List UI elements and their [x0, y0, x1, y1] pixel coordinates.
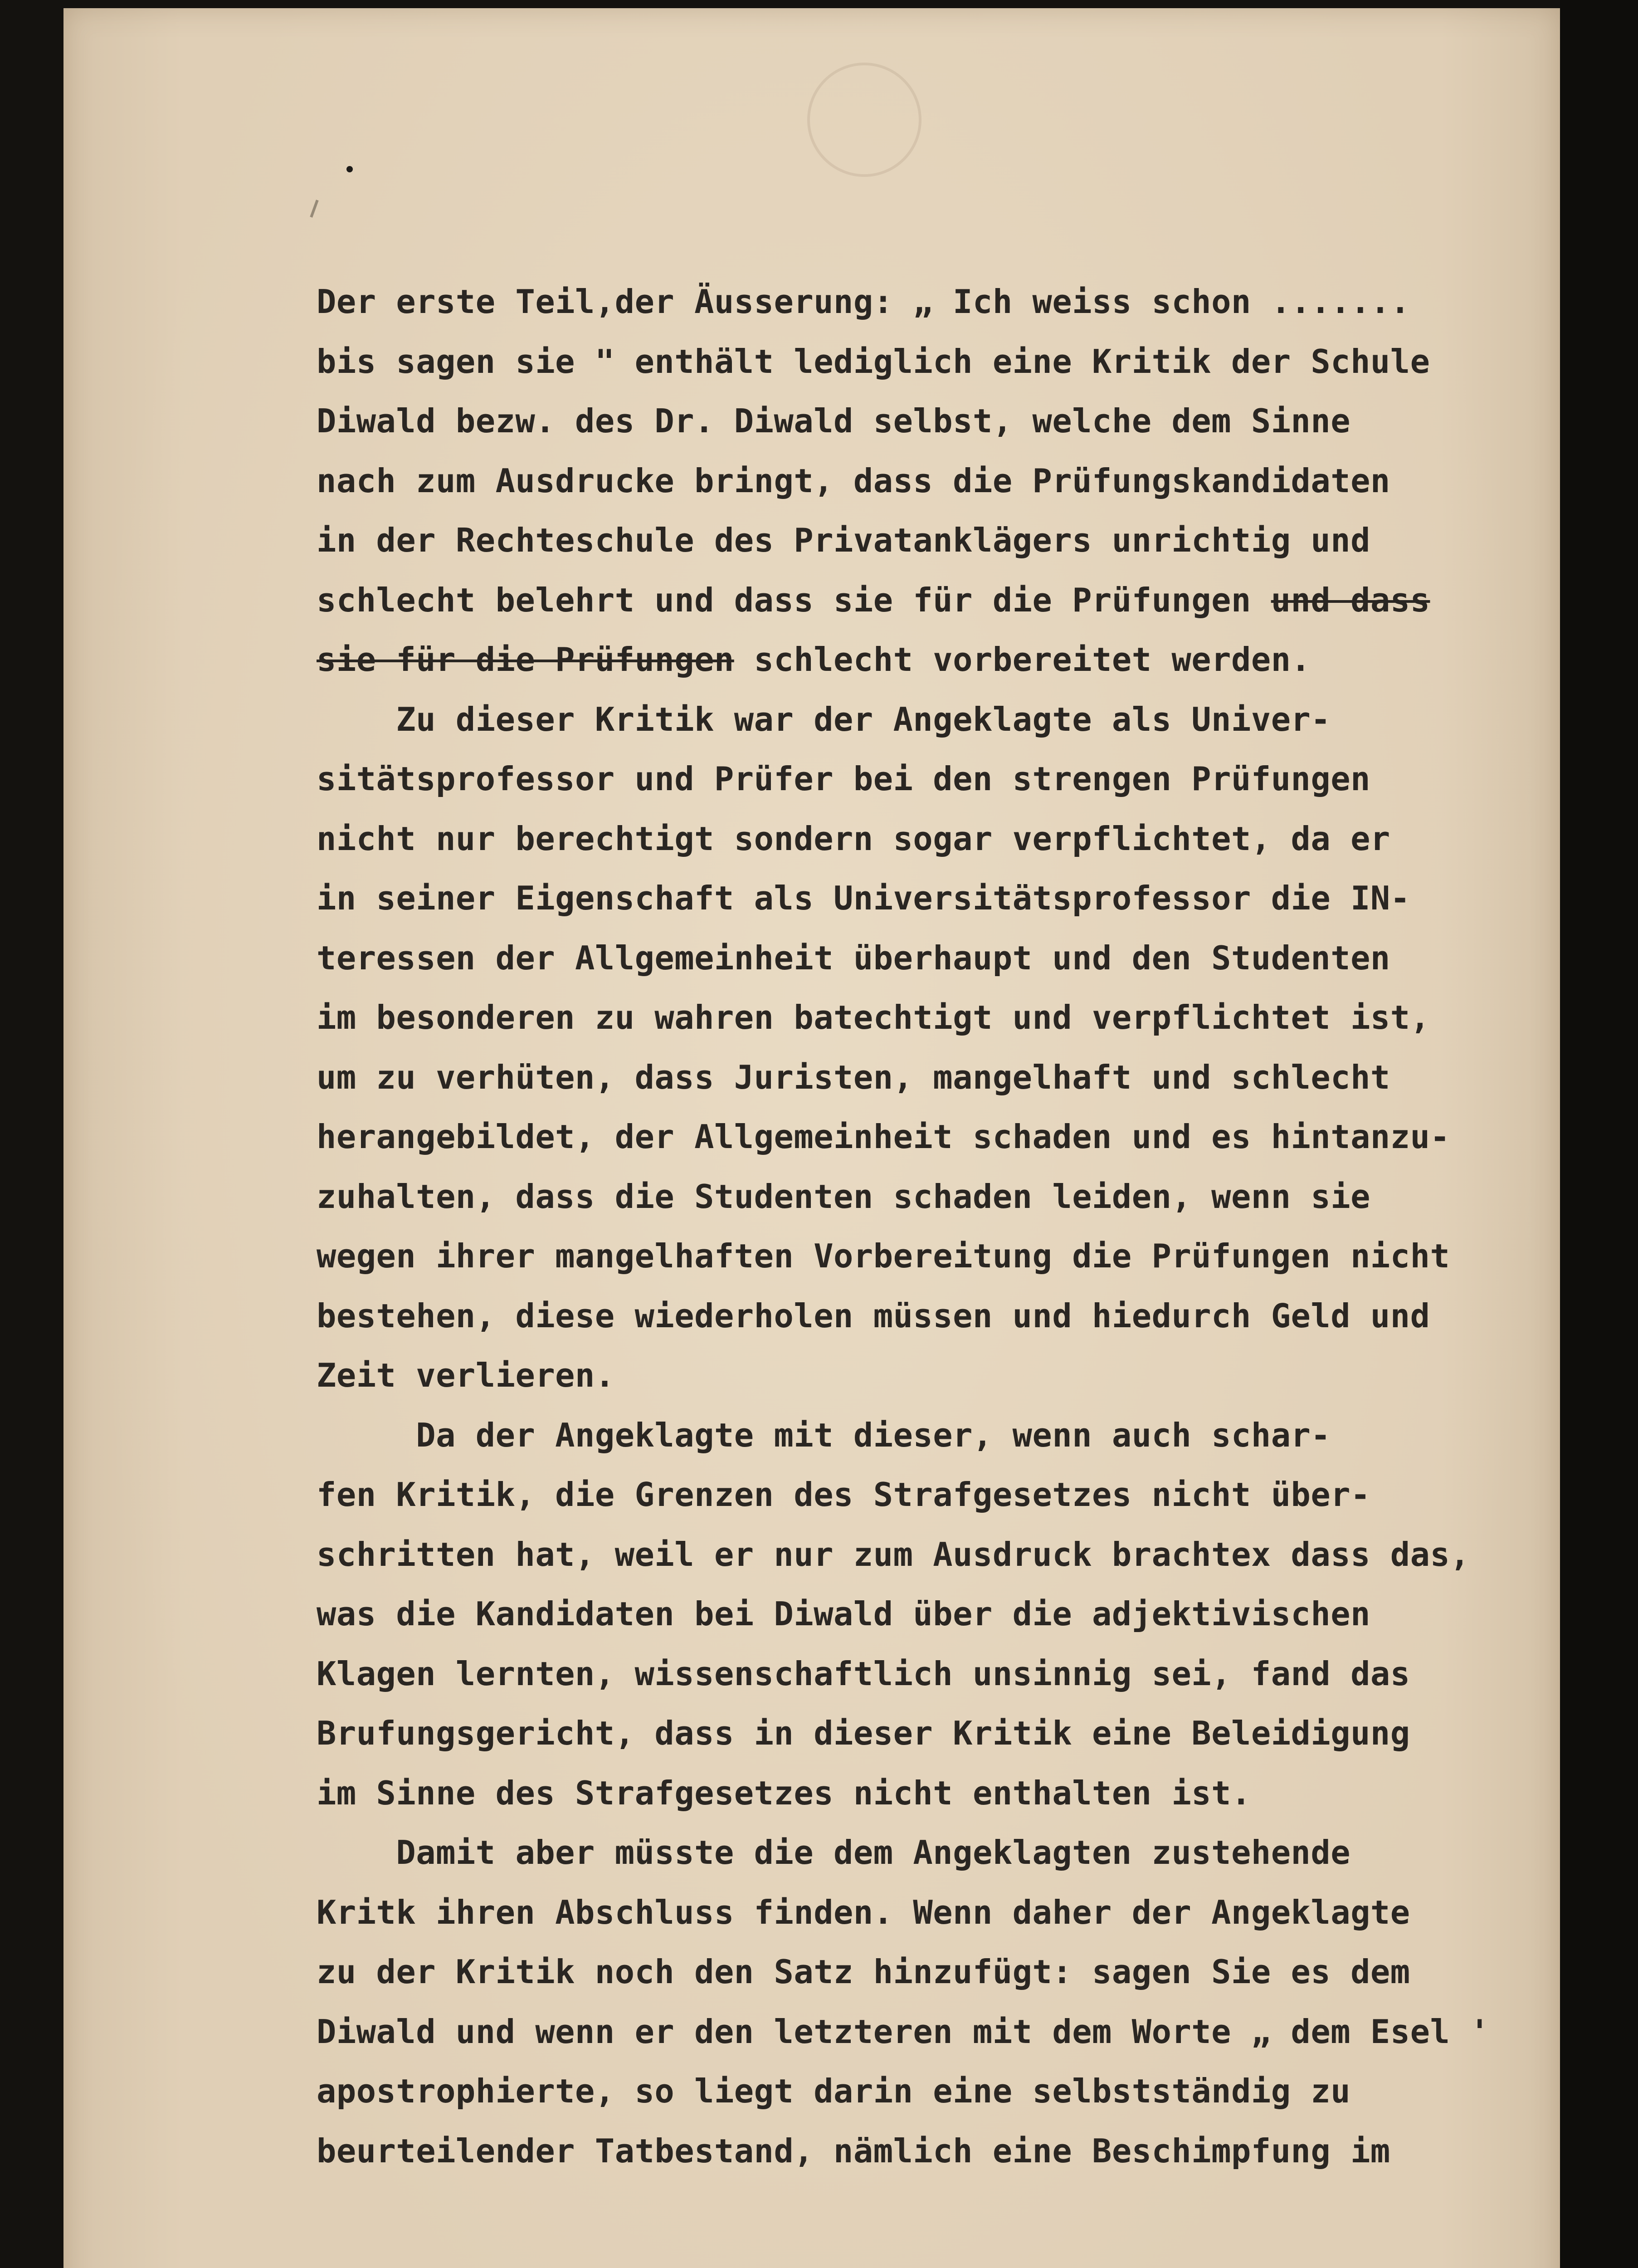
text-line: schlecht belehrt und dass sie für die Prüfungen und dass	[317, 581, 1430, 619]
text-line: nach zum Ausdrucke bringt, dass die Prüfungskandidaten	[317, 461, 1390, 500]
scan-dark-edge	[1560, 0, 1638, 2268]
text-line: in seiner Eigenschaft als Universitätsprofessor die IN-	[317, 879, 1410, 917]
text-line: apostrophierte, so liegt darin eine selbstständig zu	[317, 2072, 1351, 2110]
text-line: Diwald und wenn er den letzteren mit dem Worte „ dem Esel '	[317, 2012, 1490, 2051]
text-line: Brufungsgericht, dass in dieser Kritik eine Beleidigung	[317, 1714, 1410, 1752]
text-line: zuhalten, dass die Studenten schaden leiden, wenn sie	[317, 1177, 1370, 1216]
text-line: schritten hat, weil er nur zum Ausdruck brachtex dass das,	[317, 1535, 1470, 1574]
text-line: Klagen lernten, wissenschaftlich unsinnig sei, fand das	[317, 1654, 1410, 1693]
text-line: Da der Angeklagte mit dieser, wenn auch schar-	[317, 1416, 1331, 1454]
text-line: teressen der Allgemeinheit überhaupt und den Studenten	[317, 938, 1390, 977]
text-line: bestehen, diese wiederholen müssen und hiedurch Geld und	[317, 1296, 1430, 1335]
text-line: nicht nur berechtigt sondern sogar verpflichtet, da er	[317, 819, 1390, 858]
text-line: bis sagen sie " enthält lediglich eine Kritik der Schule	[317, 342, 1430, 381]
text-line: im besonderen zu wahren batechtigt und verpflichtet ist,	[317, 998, 1430, 1036]
text-line: wegen ihrer mangelhaften Vorbereitung die Prüfungen nicht	[317, 1237, 1450, 1275]
text-line: sitätsprofessor und Prüfer bei den strengen Prüfungen	[317, 760, 1370, 798]
text-line: sie für die Prüfungen schlecht vorbereitet werden.	[317, 640, 1311, 679]
text-line: Diwald bezw. des Dr. Diwald selbst, welche dem Sinne	[317, 402, 1351, 440]
text-line: Zu dieser Kritik war der Angeklagte als Univer-	[317, 700, 1331, 738]
text-line: was die Kandidaten bei Diwald über die adjektivischen	[317, 1595, 1370, 1633]
body-text	[317, 272, 1541, 2181]
ink-dot	[346, 166, 353, 172]
text-line: Damit aber müsste die dem Angeklagten zustehende	[317, 1833, 1351, 1872]
text-line: beurteilender Tatbestand, nämlich eine Beschimpfung im	[317, 2131, 1390, 2170]
text-line: Der erste Teil,der Äusserung: „ Ich weiss schon .......	[317, 283, 1410, 321]
text-line: Kritk ihren Abschluss finden. Wenn daher der Angeklagte	[317, 1893, 1410, 1931]
text-line: um zu verhüten, dass Juristen, mangelhaft und schlecht	[317, 1058, 1390, 1096]
struck-text: sie für die Prüfungen	[317, 640, 734, 679]
text-line: Zeit verlieren.	[317, 1356, 615, 1394]
text-line: im Sinne des Strafgesetzes nicht enthalten ist.	[317, 1774, 1251, 1812]
faded-stamp-mark	[807, 63, 921, 177]
text-line: herangebildet, der Allgemeinheit schaden und es hintanzu-	[317, 1118, 1450, 1156]
text-line: in der Rechteschule des Privatanklägers unrichtig und	[317, 521, 1370, 559]
struck-text: und dass	[1271, 581, 1430, 619]
text-line: zu der Kritik noch den Satz hinzufügt: sagen Sie es dem	[317, 1953, 1410, 1991]
text-line: fen Kritik, die Grenzen des Strafgesetzes nicht über-	[317, 1476, 1370, 1514]
